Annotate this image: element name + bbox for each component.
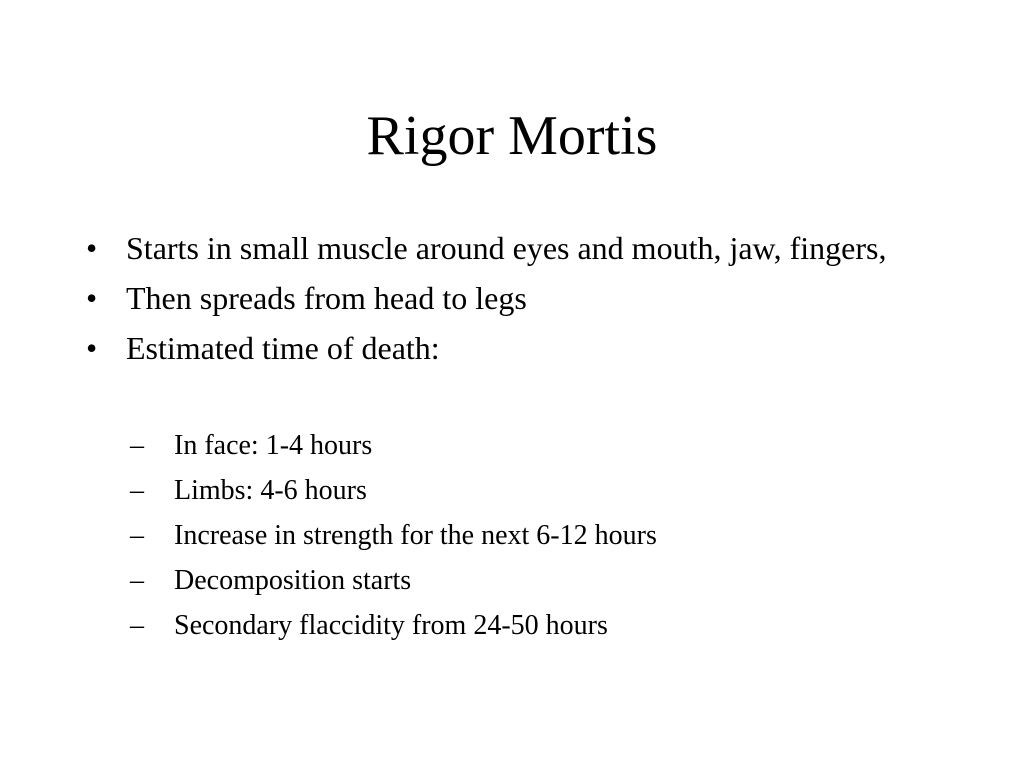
slide-title: Rigor Mortis bbox=[366, 105, 658, 167]
dash-icon: – bbox=[130, 520, 144, 551]
bullet-item bbox=[86, 227, 946, 269]
bullet-text: Starts in small muscle around eyes and mouth, jaw, fingers, bbox=[126, 230, 887, 266]
sub-bullet-item bbox=[130, 518, 990, 554]
sub-bullet-text: Decomposition starts bbox=[174, 565, 412, 596]
bullet-text: Estimated time of death: bbox=[126, 330, 440, 366]
dash-icon: – bbox=[130, 430, 144, 461]
sub-bullet-item bbox=[130, 608, 990, 644]
sub-bullet-list bbox=[130, 428, 990, 644]
bullet-icon: • bbox=[86, 330, 98, 366]
bullet-list bbox=[86, 227, 946, 377]
dash-icon: – bbox=[130, 565, 144, 596]
sub-bullet-item bbox=[130, 428, 990, 464]
dash-icon: – bbox=[130, 475, 144, 506]
sub-bullet-text: Limbs: 4-6 hours bbox=[174, 475, 367, 506]
sub-bullet-text: In face: 1-4 hours bbox=[174, 430, 373, 461]
bullet-item bbox=[86, 327, 946, 369]
sub-bullet-item bbox=[130, 473, 990, 509]
bullet-icon: • bbox=[86, 280, 98, 316]
sub-bullet-container bbox=[130, 424, 990, 653]
sub-bullet-text: Secondary flaccidity from 24-50 hours bbox=[174, 610, 608, 641]
bullet-text: Then spreads from head to legs bbox=[126, 280, 527, 316]
bullet-item bbox=[86, 277, 946, 319]
sub-bullet-item bbox=[130, 563, 990, 599]
sub-bullet-text: Increase in strength for the next 6-12 hours bbox=[174, 520, 657, 551]
bullet-icon: • bbox=[86, 230, 98, 266]
dash-icon: – bbox=[130, 610, 144, 641]
